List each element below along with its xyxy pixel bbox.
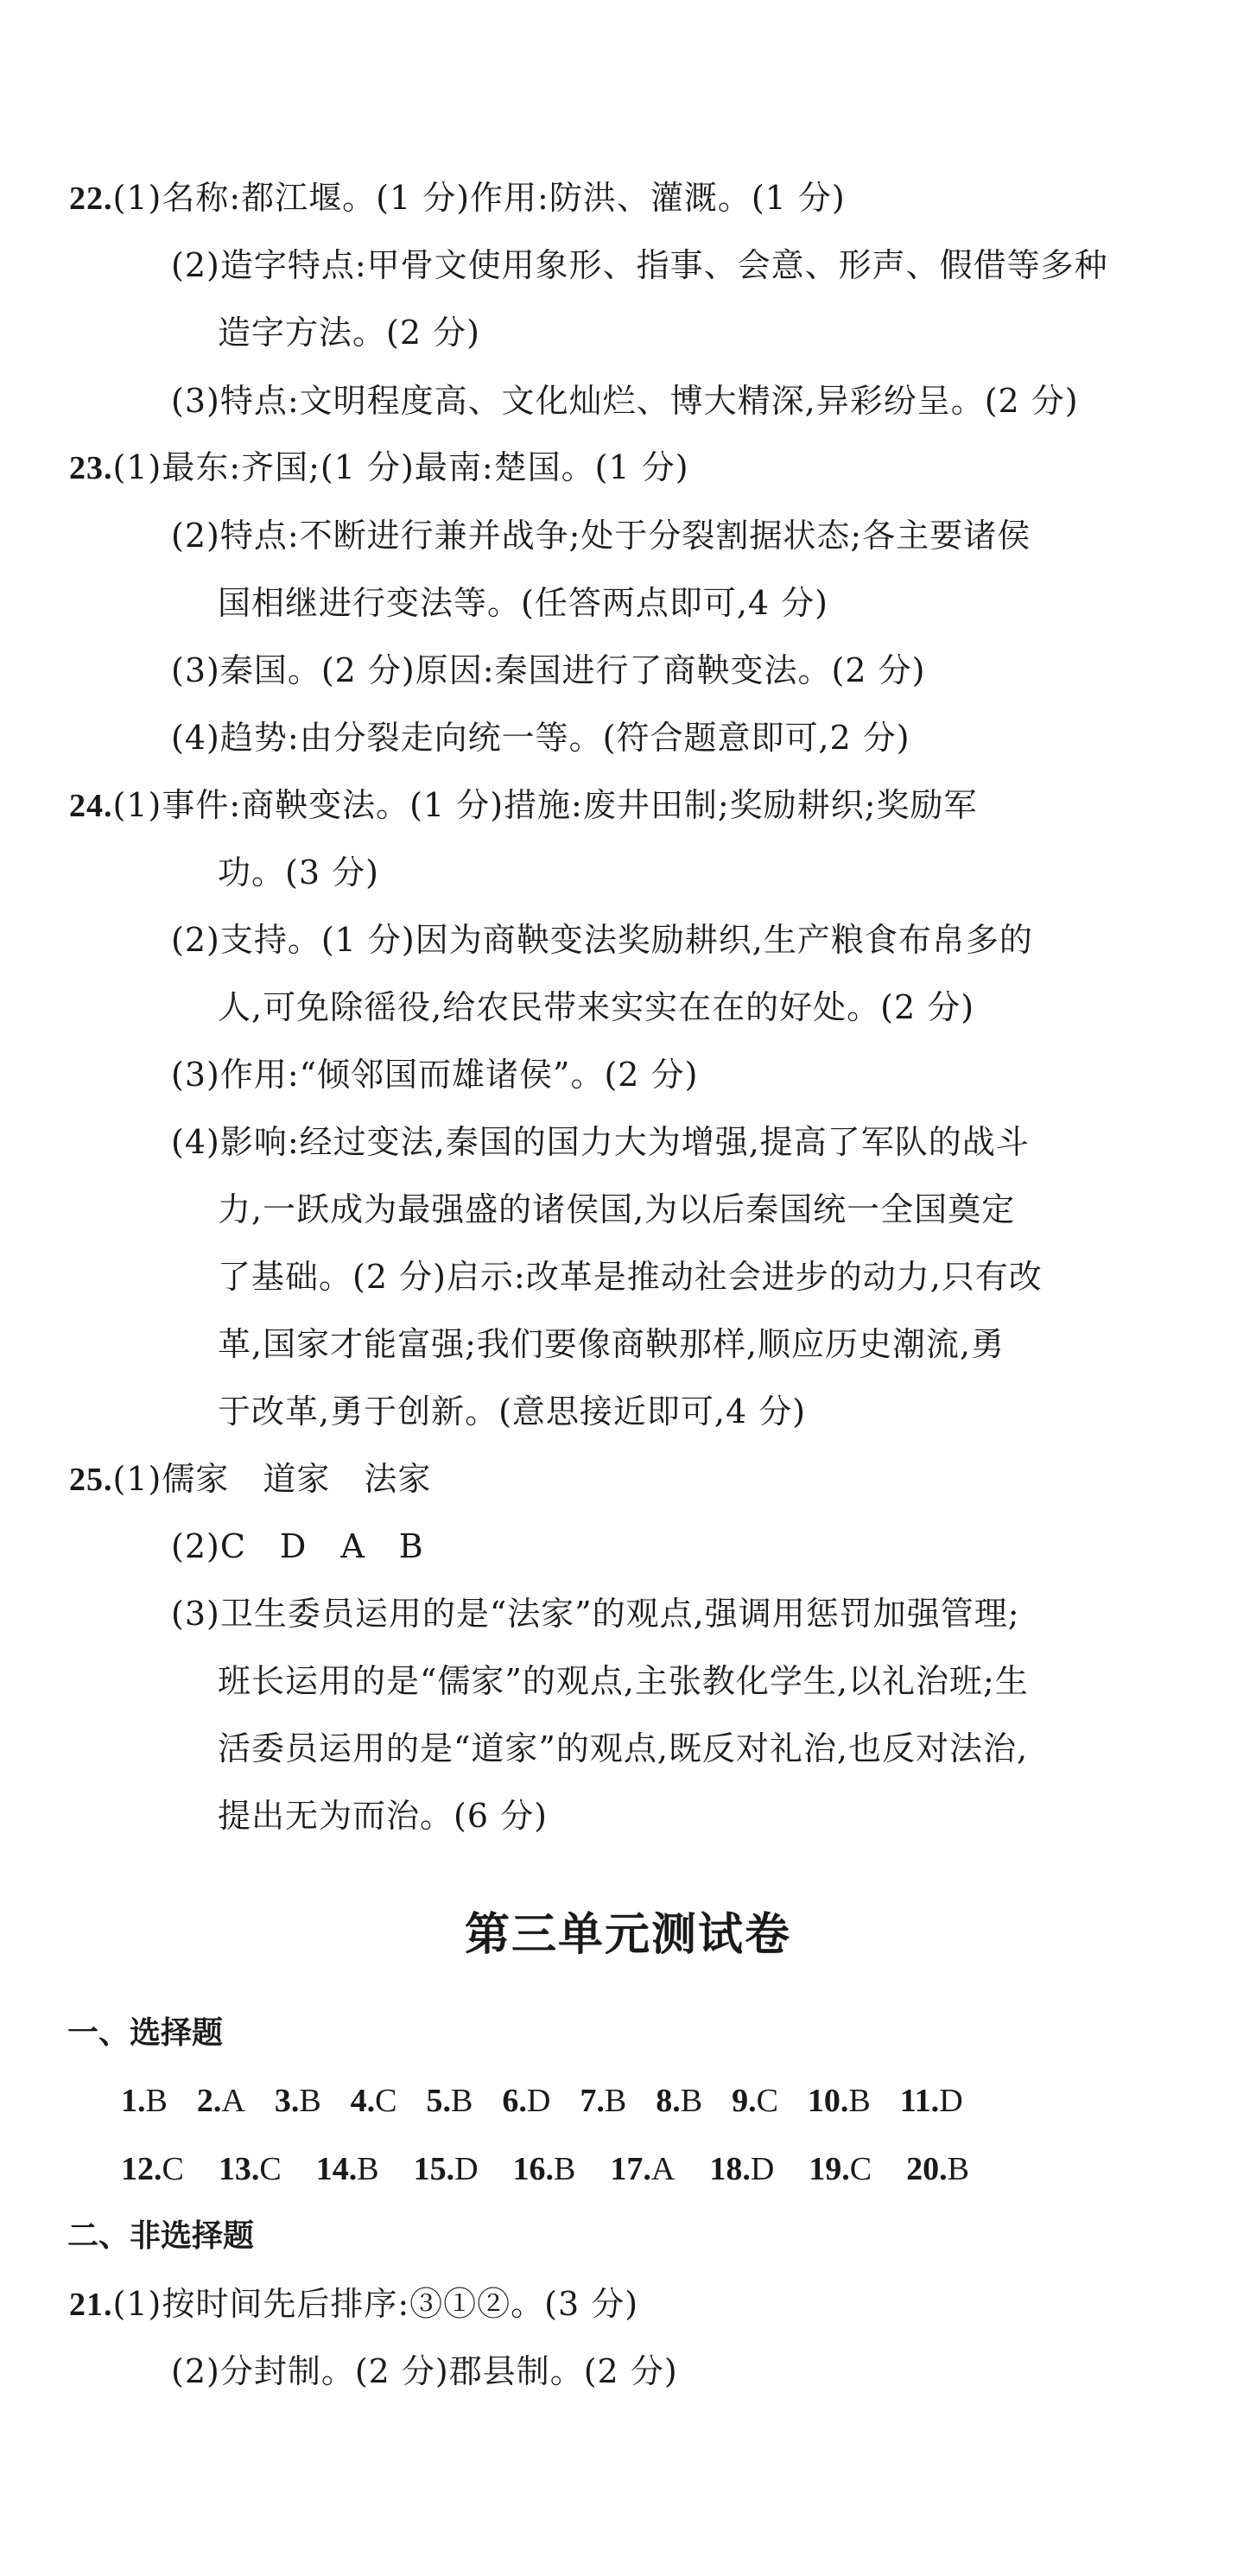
choice-answer [351, 2080, 397, 2122]
choice-letter: B [145, 2083, 168, 2119]
q21-part2: (2)分封制。(2 分)郡县制。(2 分) [171, 2352, 678, 2390]
q23-part4: (4)趋势:由分裂走向统一等。(符合题意即可,2 分) [171, 719, 910, 757]
q25-part3-line2: 班长运用的是“儒家”的观点,主张教化学生,以礼治班;生 [218, 1662, 1029, 1700]
q24-part2-line1: (2)支持。(1 分)因为商鞅变法奖励耕织,生产粮食布帛多的 [171, 921, 1033, 959]
choice-number: 12. [121, 2151, 162, 2187]
unit-title: 第三单元测试卷 [464, 1909, 791, 1961]
choice-answer [121, 2080, 168, 2122]
choice-number: 19. [809, 2151, 850, 2187]
choice-answer [732, 2080, 778, 2122]
choice-answer [656, 2080, 702, 2122]
choice-answer [808, 2080, 871, 2122]
choice-number: 11. [899, 2083, 940, 2119]
q24-number: 24. [69, 788, 113, 824]
choice-letter: B [451, 2083, 473, 2119]
q24-part4-line3: 了基础。(2 分)启示:改革是推动社会进步的动力,只有改 [218, 1258, 1043, 1296]
choice-number: 2. [196, 2083, 222, 2119]
choice-answers-row1 [121, 2080, 993, 2122]
choice-answer [709, 2148, 774, 2190]
q21-part1-text: (1)按时间先后排序:③①②。(3 分) [112, 2285, 639, 2323]
choice-letter: B [554, 2151, 576, 2187]
choice-letter: A [221, 2083, 245, 2119]
q21-part1 [69, 2283, 638, 2325]
choice-number: 14. [315, 2151, 358, 2187]
choice-answer [414, 2148, 479, 2190]
choice-letter: D [526, 2083, 551, 2119]
q24-part4-line5: 于改革,勇于创新。(意思接近即可,4 分) [218, 1393, 807, 1431]
choice-letter: B [357, 2151, 379, 2187]
choice-number: 8. [656, 2083, 681, 2119]
choice-number: 3. [274, 2083, 300, 2119]
q25-part3-line1: (3)卫生委员运用的是“法家”的观点,强调用惩罚加强管理; [171, 1595, 1020, 1633]
q25-number: 25. [69, 1462, 113, 1498]
q24-part4-line4: 革,国家才能富强;我们要像商鞅那样,顺应历史潮流,勇 [218, 1325, 1005, 1363]
q25-part1-text: (1)儒家 道家 法家 [112, 1460, 432, 1498]
q21-number: 21. [69, 2287, 113, 2323]
q24-part4-line1: (4)影响:经过变法,秦国的国力大为增强,提高了军队的战斗 [171, 1123, 1030, 1161]
choice-answer [502, 2080, 550, 2122]
choice-number: 13. [218, 2151, 260, 2187]
choice-answer [809, 2148, 872, 2190]
q24-part4-line2: 力,一跃成为最强盛的诸侯国,为以后秦国统一全国奠定 [218, 1190, 1016, 1228]
choice-letter: B [680, 2083, 703, 2119]
choice-answers-row2 [121, 2148, 1004, 2190]
choice-answer [121, 2148, 184, 2190]
q25-part1 [69, 1458, 431, 1500]
q23-part1-text: (1)最东:齐国;(1 分)最南:楚国。(1 分) [112, 448, 689, 486]
choice-letter: B [299, 2083, 321, 2119]
choice-letter: B [947, 2151, 970, 2187]
choice-number: 16. [512, 2151, 555, 2187]
choice-number: 4. [350, 2083, 376, 2119]
choice-letter: D [939, 2083, 963, 2119]
q23-number: 23. [69, 450, 113, 486]
choice-number: 17. [610, 2151, 651, 2187]
choice-answer [513, 2148, 576, 2190]
choice-letter: C [259, 2151, 282, 2187]
choice-letter: B [848, 2083, 871, 2119]
choice-number: 20. [906, 2151, 948, 2187]
q22-part1-text: (1)名称:都江堰。(1 分)作用:防洪、灌溉。(1 分) [112, 179, 846, 217]
q22-part3: (3)特点:文明程度高、文化灿烂、博大精深,异彩纷呈。(2 分) [171, 382, 1079, 420]
choice-answer [900, 2080, 963, 2122]
choice-answer [610, 2148, 675, 2190]
choice-answer [275, 2080, 321, 2122]
q24-part1-line1 [69, 784, 977, 826]
q23-part1 [69, 447, 689, 488]
section-nonchoice-heading: 二、非选择题 [67, 2218, 255, 2254]
q24-part1-text: (1)事件:商鞅变法。(1 分)措施:废井田制;奖励耕织;奖励军 [112, 786, 978, 824]
q22-part2-line1: (2)造字特点:甲骨文使用象形、指事、会意、形声、假借等多种 [171, 246, 1108, 284]
choice-letter: C [162, 2151, 184, 2187]
q22-number: 22. [69, 181, 113, 217]
q24-part3: (3)作用:“倾邻国而雄诸侯”。(2 分) [171, 1056, 699, 1094]
choice-letter: D [454, 2151, 479, 2187]
q22-part2-line2: 造字方法。(2 分) [218, 314, 480, 352]
choice-number: 5. [426, 2083, 452, 2119]
choice-answer [219, 2148, 282, 2190]
choice-letter: A [650, 2151, 676, 2187]
choice-letter: B [604, 2083, 627, 2119]
choice-number: 9. [732, 2083, 757, 2119]
q25-part3-line4: 提出无为而治。(6 分) [218, 1797, 548, 1835]
q23-part3: (3)秦国。(2 分)原因:秦国进行了商鞅变法。(2 分) [171, 651, 926, 689]
q25-part2: (2)C D A B [171, 1527, 424, 1565]
q22-part1 [69, 177, 846, 219]
choice-answer [580, 2080, 626, 2122]
q24-part1-line2: 功。(3 分) [218, 853, 379, 891]
choice-answer [197, 2080, 245, 2122]
choice-number: 15. [413, 2151, 455, 2187]
choice-letter: D [750, 2151, 775, 2187]
choice-letter: C [849, 2151, 872, 2187]
choice-number: 18. [709, 2151, 751, 2187]
q23-part2-line1: (2)特点:不断进行兼并战争;处于分裂割据状态;各主要诸侯 [171, 517, 1031, 555]
choice-number: 10. [807, 2083, 849, 2119]
choice-answer [427, 2080, 473, 2122]
q24-part2-line2: 人,可免除徭役,给农民带来实实在在的好处。(2 分) [218, 988, 975, 1026]
section-choice-heading: 一、选择题 [67, 2015, 224, 2051]
choice-number: 1. [121, 2083, 146, 2119]
choice-answer [316, 2148, 379, 2190]
choice-answer [906, 2148, 969, 2190]
choice-number: 6. [502, 2083, 527, 2119]
choice-letter: C [375, 2083, 397, 2119]
q23-part2-line2: 国相继进行变法等。(任答两点即可,4 分) [218, 584, 828, 622]
choice-number: 7. [580, 2083, 605, 2119]
q25-part3-line3: 活委员运用的是“道家”的观点,既反对礼治,也反对法治, [218, 1729, 1029, 1767]
choice-letter: C [756, 2083, 778, 2119]
